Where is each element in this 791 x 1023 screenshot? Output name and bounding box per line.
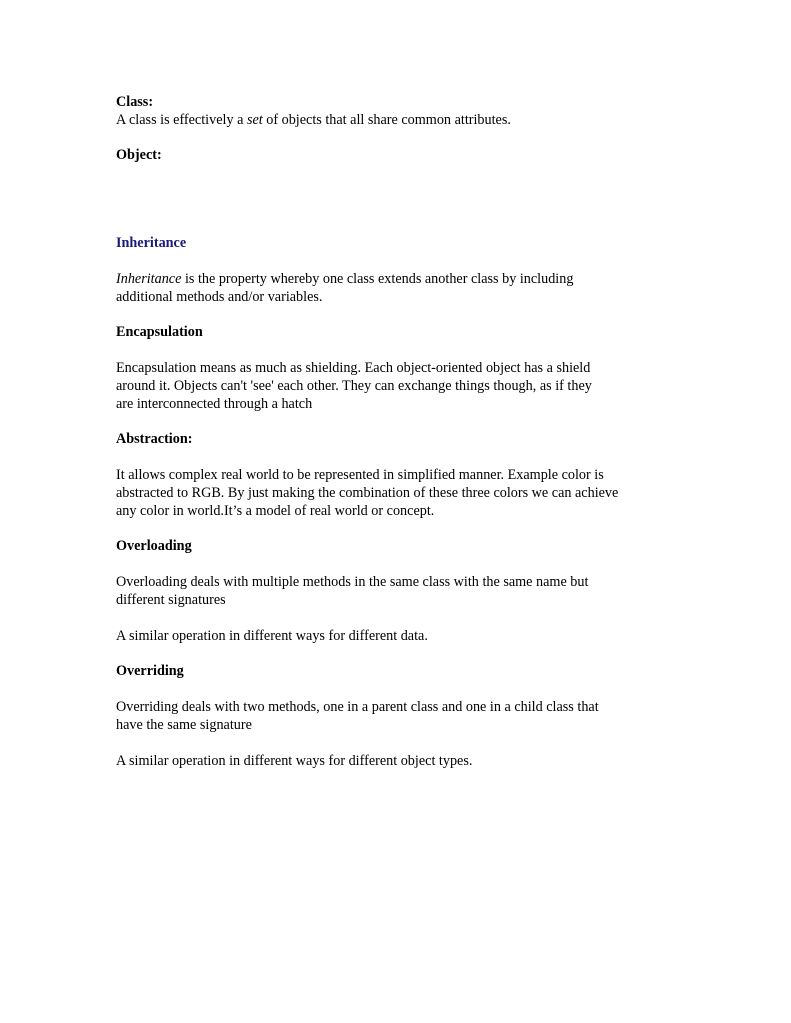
class-heading: Class: bbox=[116, 94, 154, 110]
object-heading: Object: bbox=[116, 147, 162, 163]
overriding-line-2: have the same signature bbox=[116, 717, 252, 733]
class-text-emphasis: set bbox=[246, 112, 263, 128]
class-text-after: of objects that all share common attributes. bbox=[262, 112, 511, 128]
inheritance-heading: Inheritance bbox=[116, 235, 187, 251]
class-definition bbox=[116, 111, 676, 129]
overriding-summary: A similar operation in different ways for different object types. bbox=[116, 753, 473, 769]
abstraction-line-3: any color in world.It’s a model of real world or concept. bbox=[116, 503, 435, 519]
section-overloading bbox=[116, 537, 676, 645]
inheritance-text-line-1: is the property whereby one class extends another class by including bbox=[181, 271, 574, 287]
abstraction-heading: Abstraction: bbox=[116, 431, 193, 447]
section-overriding bbox=[116, 662, 676, 770]
inheritance-definition-line-2: additional methods and/or variables. bbox=[116, 289, 323, 305]
inheritance-definition-line-1 bbox=[116, 270, 676, 288]
encapsulation-line-1: Encapsulation means as much as shielding. Each object-oriented object has a shield bbox=[116, 360, 591, 376]
encapsulation-heading: Encapsulation bbox=[116, 324, 203, 340]
overloading-line-2: different signatures bbox=[116, 592, 226, 608]
overloading-heading: Overloading bbox=[116, 538, 192, 554]
overriding-heading: Overriding bbox=[116, 663, 184, 679]
section-inheritance bbox=[116, 234, 676, 306]
document-page bbox=[116, 93, 676, 770]
encapsulation-line-3: are interconnected through a hatch bbox=[116, 396, 313, 412]
class-text-before: A class is effectively a bbox=[116, 112, 247, 128]
abstraction-line-1: It allows complex real world to be represented in simplified manner. Example color is bbox=[116, 467, 604, 483]
encapsulation-line-2: around it. Objects can't 'see' each other. They can exchange things though, as if they bbox=[116, 378, 592, 394]
section-encapsulation bbox=[116, 323, 676, 413]
overloading-line-1: Overloading deals with multiple methods in the same class with the same name but bbox=[116, 574, 589, 590]
abstraction-line-2: abstracted to RGB. By just making the combination of these three colors we can achieve bbox=[116, 485, 619, 501]
section-class bbox=[116, 93, 676, 129]
inheritance-text-emphasis: Inheritance bbox=[116, 271, 182, 287]
section-object bbox=[116, 146, 676, 164]
overriding-line-1: Overriding deals with two methods, one in a parent class and one in a child class that bbox=[116, 699, 599, 715]
section-abstraction bbox=[116, 430, 676, 520]
overloading-summary: A similar operation in different ways for different data. bbox=[116, 628, 428, 644]
